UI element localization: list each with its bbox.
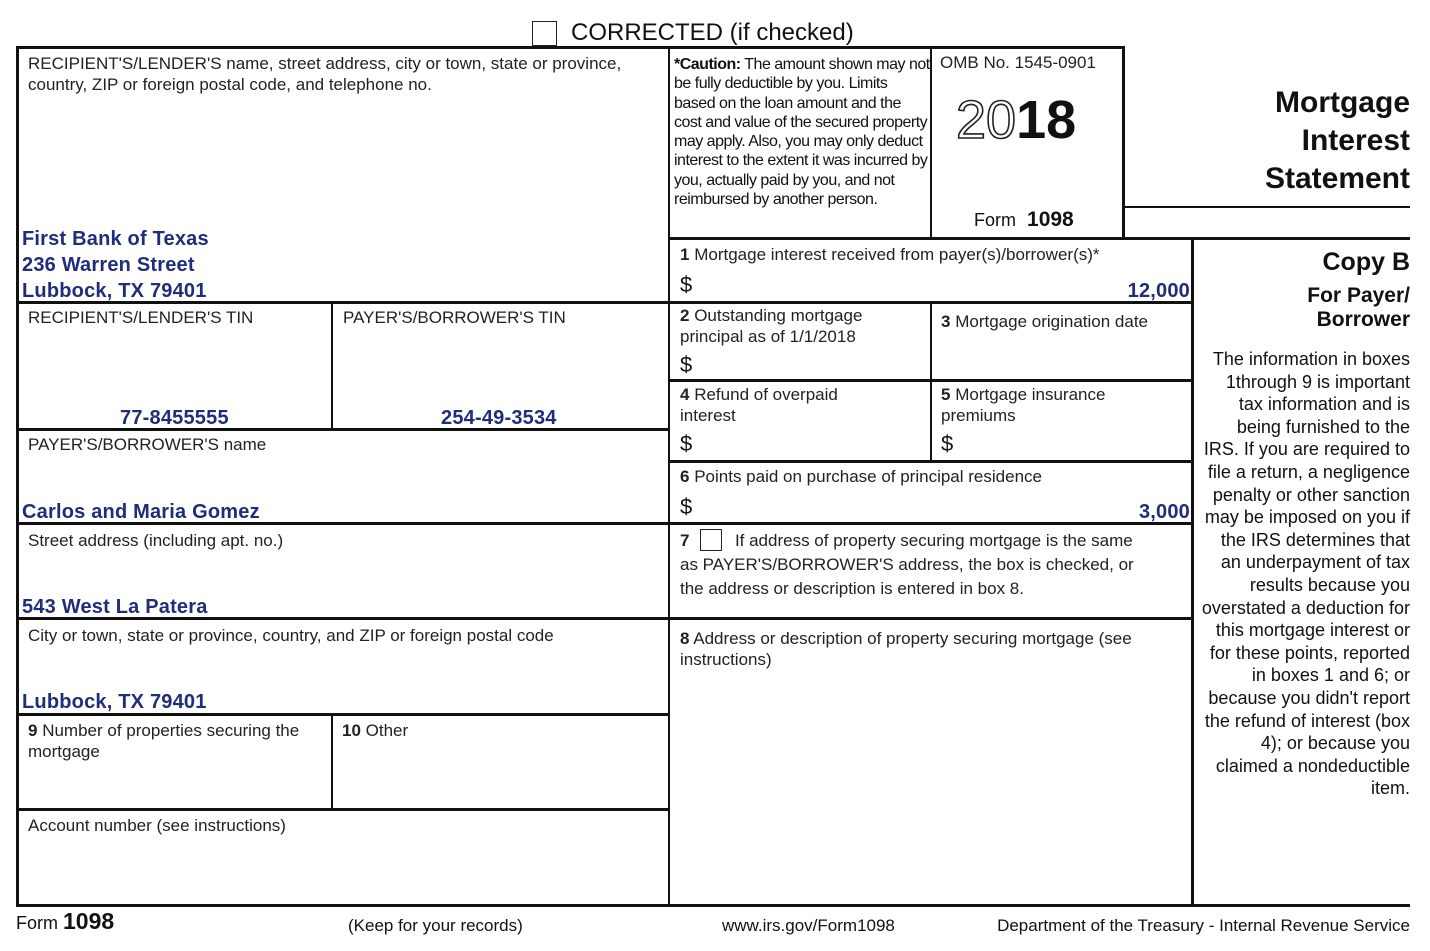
- box5-text2: premiums: [941, 406, 1016, 425]
- footer-url[interactable]: www.irs.gov/Form1098: [722, 916, 895, 935]
- box9-label: [28, 720, 328, 762]
- rule: [16, 46, 1124, 49]
- form-title-line1: Mortgage: [1275, 86, 1410, 119]
- box4-num: 4: [680, 385, 690, 404]
- recipient-tin-value: 77-8455555: [120, 407, 229, 429]
- copy-for-line2: Borrower: [1316, 308, 1410, 331]
- rule: [1191, 237, 1194, 906]
- box1-value[interactable]: 12,000: [1127, 280, 1190, 302]
- form-title: [1265, 84, 1410, 198]
- box6-dollar: $: [680, 494, 693, 519]
- box4-text1: Refund of overpaid: [694, 385, 838, 404]
- box8-text2: instructions): [680, 650, 772, 669]
- omb-number: OMB No. 1545-0901: [940, 53, 1096, 72]
- rule: [930, 46, 932, 238]
- copy-for: [1307, 284, 1410, 332]
- recipient-label: RECIPIENT'S/LENDER'S name, street address, city or town, state or province, country, ZIP or foreign postal code, and telephone no.: [28, 54, 622, 94]
- copy-b-title: Copy B: [1322, 248, 1410, 276]
- box8-num: 8: [680, 629, 690, 648]
- tax-year: [956, 90, 1076, 150]
- rule: [16, 904, 1410, 907]
- box6-num: 6: [680, 467, 690, 486]
- box2-num: 2: [680, 306, 690, 325]
- box10-label: [342, 720, 408, 741]
- box1-dollar: $: [680, 272, 693, 297]
- corrected-label: CORRECTED (if checked): [571, 19, 854, 46]
- recipient-city: Lubbock, TX 79401: [22, 280, 207, 302]
- omb-form-number: 1098: [1027, 208, 1074, 231]
- rule: [1122, 46, 1125, 238]
- copy-b-notice: The information in boxes 1through 9 is important tax information and is being furnished to the IRS. If you are required to file a return, a negligence penalty or other sanction may be imposed on you if the IRS determines that an underpayment of tax results because you overstated a deduction for this mortgage interest or for these points, reported in boxes 1 and 6; or because you didn't report the refund of interest (box 4); or because you claimed a nondeductible item.: [1201, 349, 1410, 799]
- box3-text: Mortgage origination date: [955, 312, 1148, 331]
- copy-for-line1: For Payer/: [1307, 284, 1410, 307]
- recipient-name: First Bank of Texas: [22, 228, 209, 250]
- box7-label: [680, 529, 1188, 601]
- caution-text: The amount shown may not be fully deductible by you. Limits based on the loan amount and the cost and value of the secured property may apply. Also, you may only deduct interest to the extent it was incurred by you, actually paid by you, and not reimbursed by another person.: [674, 56, 930, 209]
- box3-num: 3: [941, 312, 951, 331]
- box6-value[interactable]: 3,000: [1138, 501, 1190, 523]
- box9-num: 9: [28, 721, 38, 740]
- box7-text1: If address of property securing mortgage is the same: [734, 531, 1133, 550]
- payer-city: Lubbock, TX 79401: [22, 691, 207, 713]
- box6-label: [680, 466, 1042, 487]
- form-title-line2: Interest: [1301, 124, 1410, 157]
- box3-label: [941, 311, 1148, 332]
- box2-label: [680, 305, 862, 347]
- omb-form: [974, 208, 1074, 232]
- box2-dollar: $: [680, 352, 693, 377]
- box9-text1: Number of properties securing the: [42, 721, 300, 740]
- box7-num: 7: [680, 531, 690, 550]
- rule: [1122, 206, 1410, 208]
- box7-checkbox[interactable]: [700, 529, 722, 551]
- rule: [16, 428, 670, 431]
- rule: [930, 301, 932, 462]
- footer-keep: (Keep for your records): [348, 916, 523, 935]
- caution-note: [674, 55, 930, 209]
- payer-street: 543 West La Patera: [22, 596, 208, 618]
- footer-form-label: Form: [16, 913, 58, 933]
- payer-tin-label: PAYER'S/BORROWER'S TIN: [343, 308, 566, 327]
- box2-text2: principal as of 1/1/2018: [680, 327, 856, 346]
- form-title-line3: Statement: [1264, 162, 1410, 195]
- corrected-checkbox[interactable]: [532, 21, 557, 46]
- payer-street-label: Street address (including apt. no.): [28, 531, 284, 550]
- box5-dollar: $: [941, 431, 954, 456]
- box10-num: 10: [342, 721, 361, 740]
- box7-text3: the address or description is entered in box 8.: [680, 579, 1024, 598]
- footer-form: [16, 908, 114, 935]
- box1-text: Mortgage interest received from payer(s)/borrower(s)*: [694, 245, 1100, 264]
- recipient-street: 236 Warren Street: [22, 254, 195, 276]
- box7-text2: as PAYER'S/BORROWER'S address, the box is checked, or: [680, 555, 1134, 574]
- box1-label: [680, 244, 1100, 265]
- box5-num: 5: [941, 385, 951, 404]
- rule: [16, 808, 670, 811]
- box1-num: 1: [680, 245, 690, 264]
- box2-text1: Outstanding mortgage: [694, 306, 863, 325]
- box8-text1: Address or description of property securing mortgage (see: [693, 629, 1132, 648]
- rule: [668, 46, 670, 906]
- tax-year-bold: 18: [1016, 90, 1077, 150]
- account-number-label: Account number (see instructions): [28, 816, 286, 835]
- caution-lead: *Caution:: [674, 56, 741, 73]
- payer-city-label: City or town, state or province, country, and ZIP or foreign postal code: [28, 626, 554, 645]
- corrected-row: [532, 18, 854, 48]
- rule: [331, 713, 333, 810]
- box4-label: [680, 384, 920, 426]
- box6-text: Points paid on purchase of principal residence: [694, 467, 1042, 486]
- rule: [668, 237, 1410, 240]
- payer-name: Carlos and Maria Gomez: [22, 501, 260, 523]
- payer-name-label: PAYER'S/BORROWER'S name: [28, 435, 267, 454]
- box5-label: [941, 384, 1181, 426]
- footer-dept: Department of the Treasury - Internal Revenue Service: [997, 916, 1410, 935]
- box9-text2: mortgage: [28, 742, 100, 761]
- omb-form-label: Form: [974, 210, 1016, 230]
- payer-tin-value: 254-49-3534: [441, 407, 557, 429]
- box4-dollar: $: [680, 431, 693, 456]
- recipient-tin-label: RECIPIENT'S/LENDER'S TIN: [28, 308, 254, 327]
- box10-text: Other: [365, 721, 409, 740]
- footer-form-number: 1098: [63, 908, 115, 934]
- tax-year-light: 20: [956, 90, 1017, 150]
- box4-text2: interest: [680, 406, 736, 425]
- rule: [16, 46, 19, 906]
- box5-text1: Mortgage insurance: [955, 385, 1106, 404]
- rule: [331, 301, 333, 430]
- box8-label: [680, 628, 1188, 670]
